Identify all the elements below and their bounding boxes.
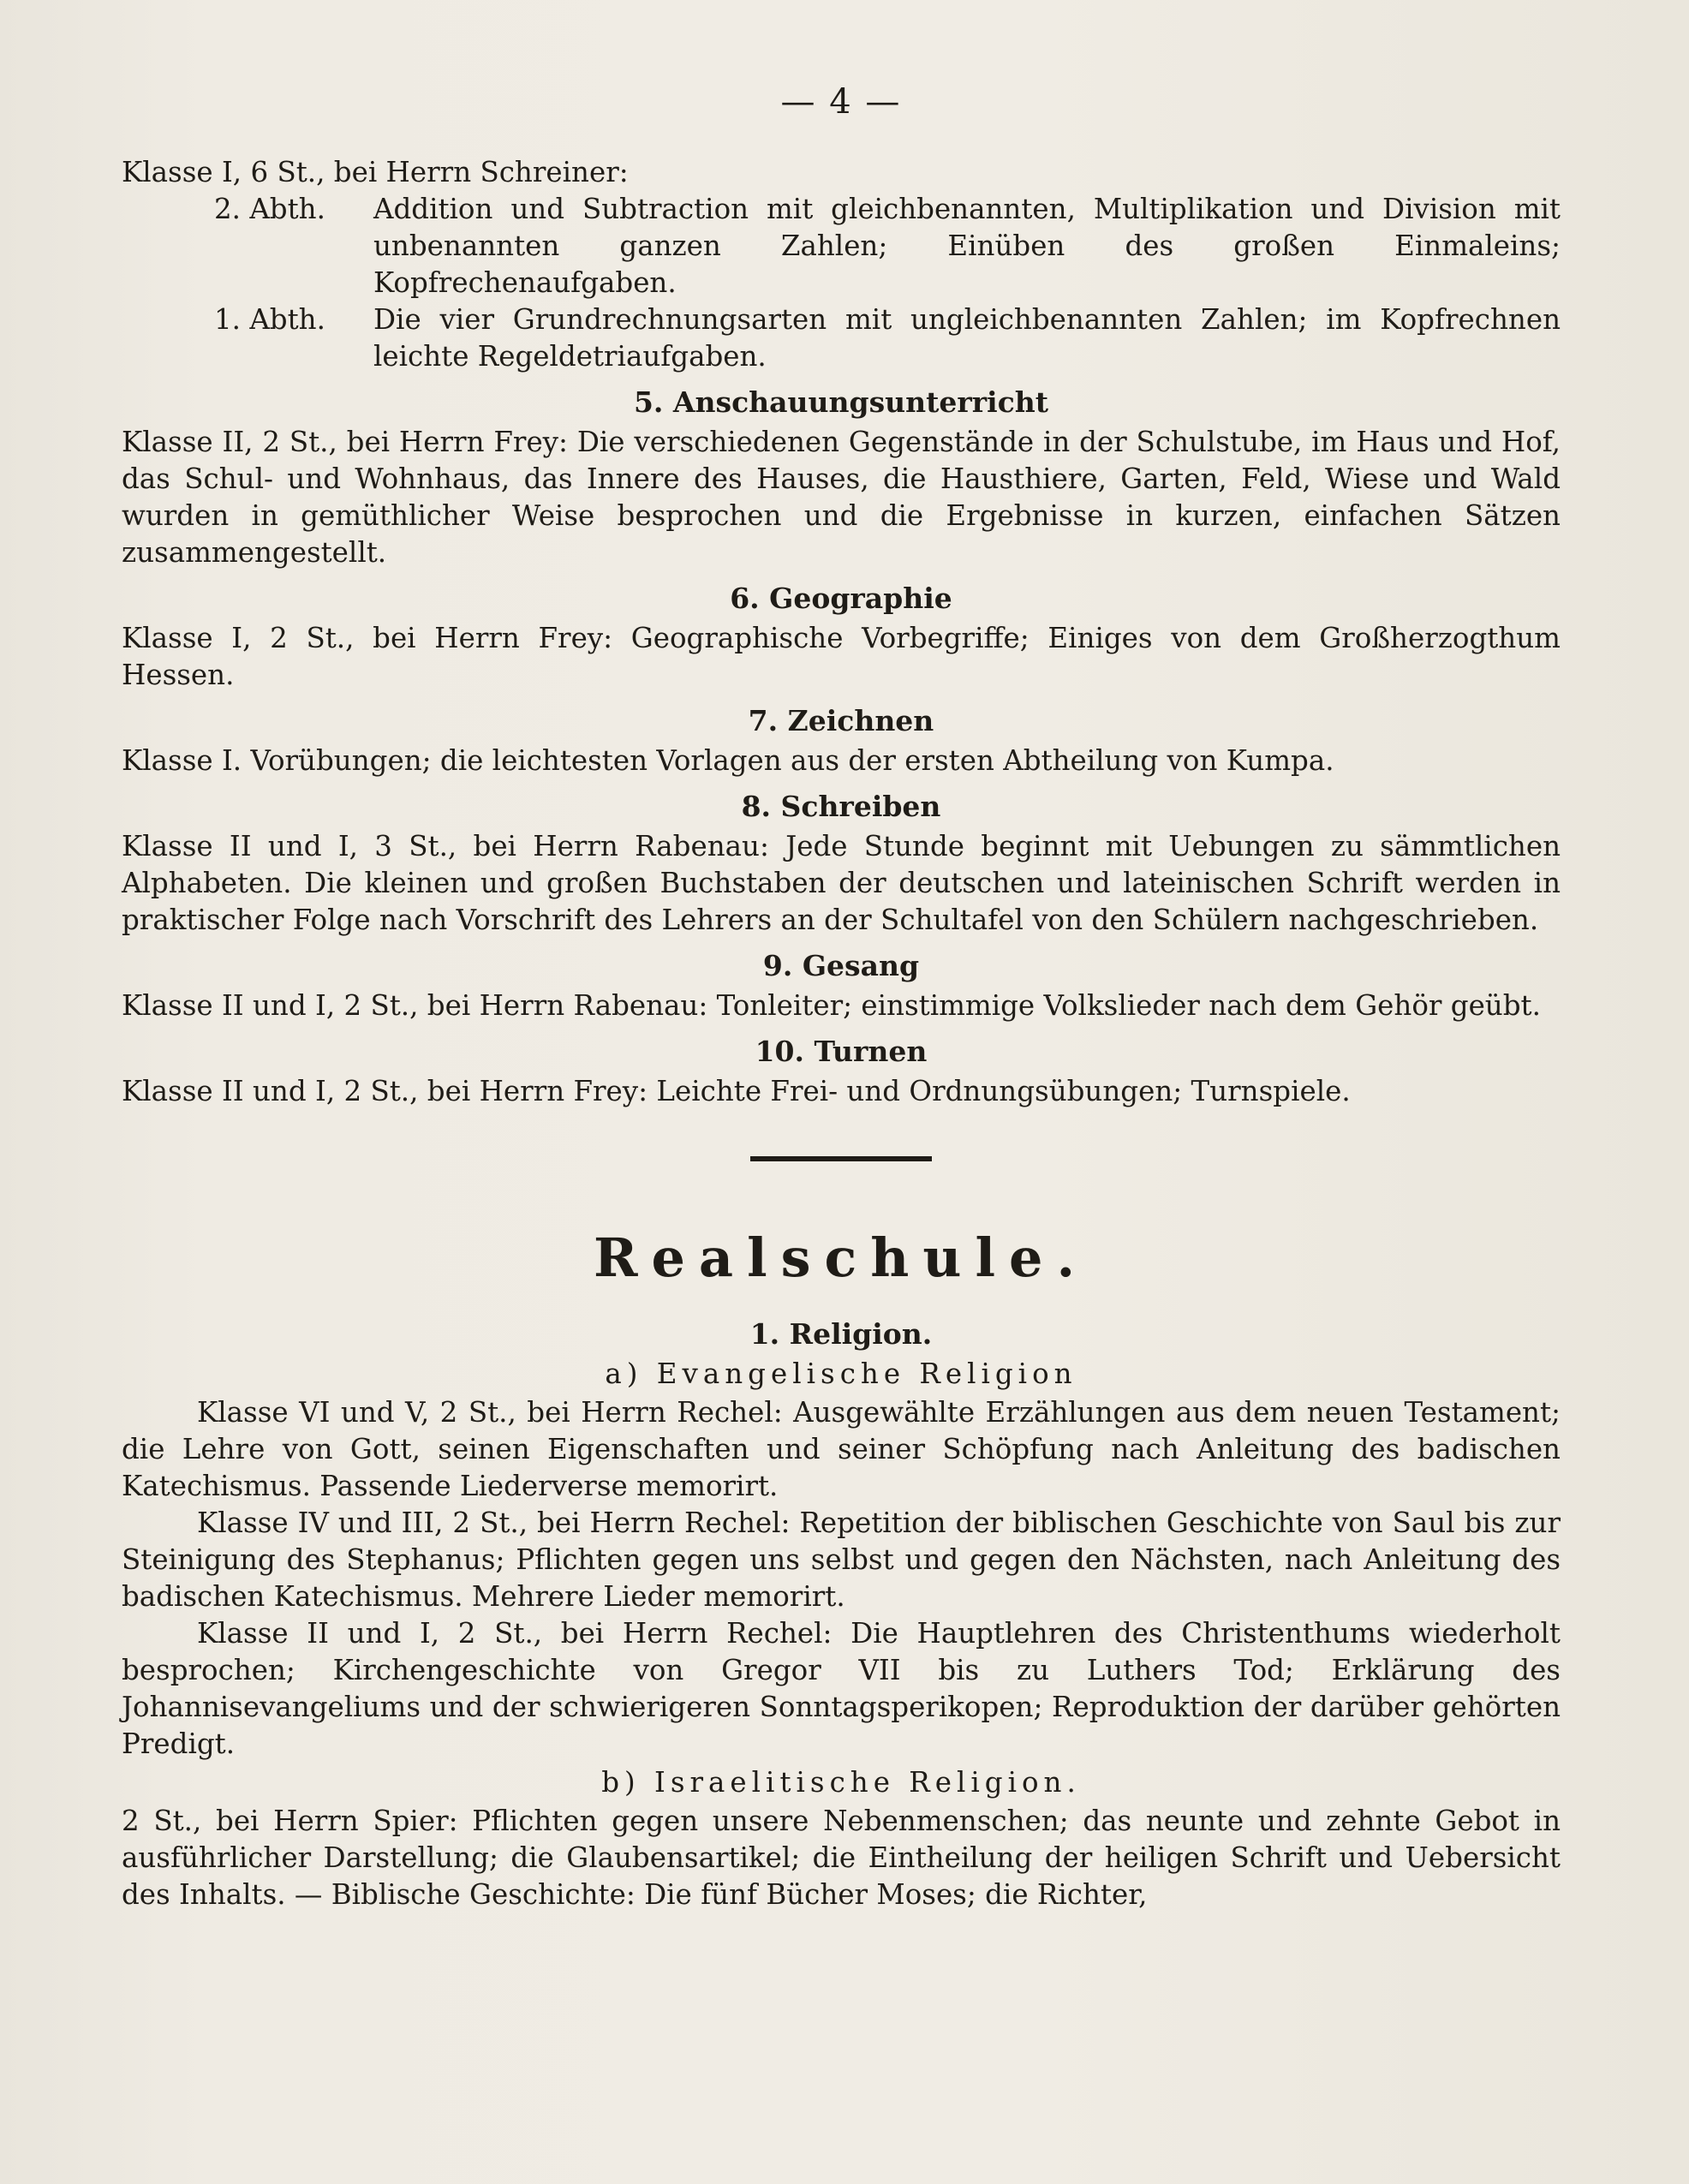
section-title: 8. Schreiben — [741, 790, 941, 823]
page-number: — 4 — — [780, 82, 902, 122]
religion-paragraph: Klasse IV und III, 2 St., bei Herrn Rechel: Repetition der biblischen Geschichte von Saul bis zur Steinigung des Stephanus; Pflichten gegen uns selbst und gegen den Nächsten, nach Anleitung des badischen Katechismus. Mehrere Lieder memorirt. — [122, 1507, 1561, 1613]
intro-item — [214, 191, 1561, 301]
religion-paragraph: Klasse VI und V, 2 St., bei Herrn Rechel: Ausgewählte Erzählungen aus dem neuen Testament; die Lehre von Gott, seinen Eigenschaften und seiner Schöpfung nach Anleitung des badischen Katechismus. Passende Liederverse memorirt. — [122, 1396, 1561, 1502]
religion-paragraph: Klasse II und I, 2 St., bei Herrn Rechel: Die Hauptlehren des Christenthums wiederholt besprochen; Kirchengeschichte von Gregor VII bis zu Luthers Tod; Erklärung des Johannisevangeliums und der schwierigeren Sonntagsperikopen; Reproduktion der darüber gehörten Predigt. — [122, 1617, 1561, 1760]
intro-item — [214, 301, 1561, 375]
section-text: Klasse II, 2 St., bei Herrn Frey: Die verschiedenen Gegenstände in der Schulstube, im Haus und Hof, das Schul- und Wohnhaus, das Innere des Hauses, die Hausthiere, Garten, Feld, Wiese und Wald wurden in gemüthlicher Weise besprochen und die Ergebnisse in kurzen, einfachen Sätzen zusammengestellt. — [122, 426, 1561, 569]
israelitisch-subtitle: b) Israelitische Religion. — [601, 1766, 1081, 1799]
item-text: Die vier Grundrechnungsarten mit ungleichbenannten Zahlen; im Kopfrechnen leichte Regeldetriaufgaben. — [373, 303, 1561, 373]
evangelisch-subtitle: a) Evangelische Religion — [605, 1358, 1077, 1390]
item-label: 1. Abth. — [214, 303, 325, 336]
intro-heading: Klasse I, 6 St., bei Herrn Schreiner: — [122, 156, 629, 188]
section-title: 9. Gesang — [762, 949, 920, 982]
section-title: 6. Geographie — [730, 582, 952, 615]
religion-title: 1. Religion. — [749, 1317, 933, 1351]
israelitisch-text: 2 St., bei Herrn Spier: Pflichten gegen unsere Nebenmenschen; das neunte und zehnte Gebot in ausführlicher Darstellung; die Glaubensartikel; die Eintheilung der heiligen Schrift und Uebersicht des Inhalts. — Biblische Geschichte: Die fünf Bücher Moses; die Richter, — [122, 1805, 1561, 1911]
section-text: Klasse II und I, 3 St., bei Herrn Rabenau: Jede Stunde beginnt mit Uebungen zu sämmtlichen Alphabeten. Die kleinen und großen Buchstaben der deutschen und lateinischen Schrift werden in praktischer Folge nach Vorschrift des Lehrers an der Schultafel von den Schülern nachgeschrieben. — [122, 830, 1561, 936]
item-text: Addition und Subtraction mit gleichbenannten, Multiplikation und Division mit unbenannten ganzen Zahlen; Einüben des großen Einmaleins; Kopfrechenaufgaben. — [373, 193, 1561, 299]
section-title: 10. Turnen — [755, 1035, 928, 1068]
section-text: Klasse I, 2 St., bei Herrn Frey: Geographische Vorbegriffe; Einiges von dem Großherzogthum Hessen. — [122, 622, 1561, 691]
section-text: Klasse II und I, 2 St., bei Herrn Rabenau: Tonleiter; einstimmige Volkslieder nach dem Gehör geübt. — [122, 989, 1541, 1022]
section-text: Klasse II und I, 2 St., bei Herrn Frey: Leichte Frei- und Ordnungsübungen; Turnspiele. — [122, 1075, 1351, 1107]
divider-rule — [750, 1156, 932, 1161]
realschule-title: Realschule. — [593, 1226, 1089, 1289]
section-text: Klasse I. Vorübungen; die leichtesten Vorlagen aus der ersten Abtheilung von Kumpa. — [122, 744, 1334, 777]
section-title: 7. Zeichnen — [748, 704, 934, 737]
section-title: 5. Anschauungsunterricht — [633, 385, 1049, 419]
item-label: 2. Abth. — [214, 193, 325, 225]
